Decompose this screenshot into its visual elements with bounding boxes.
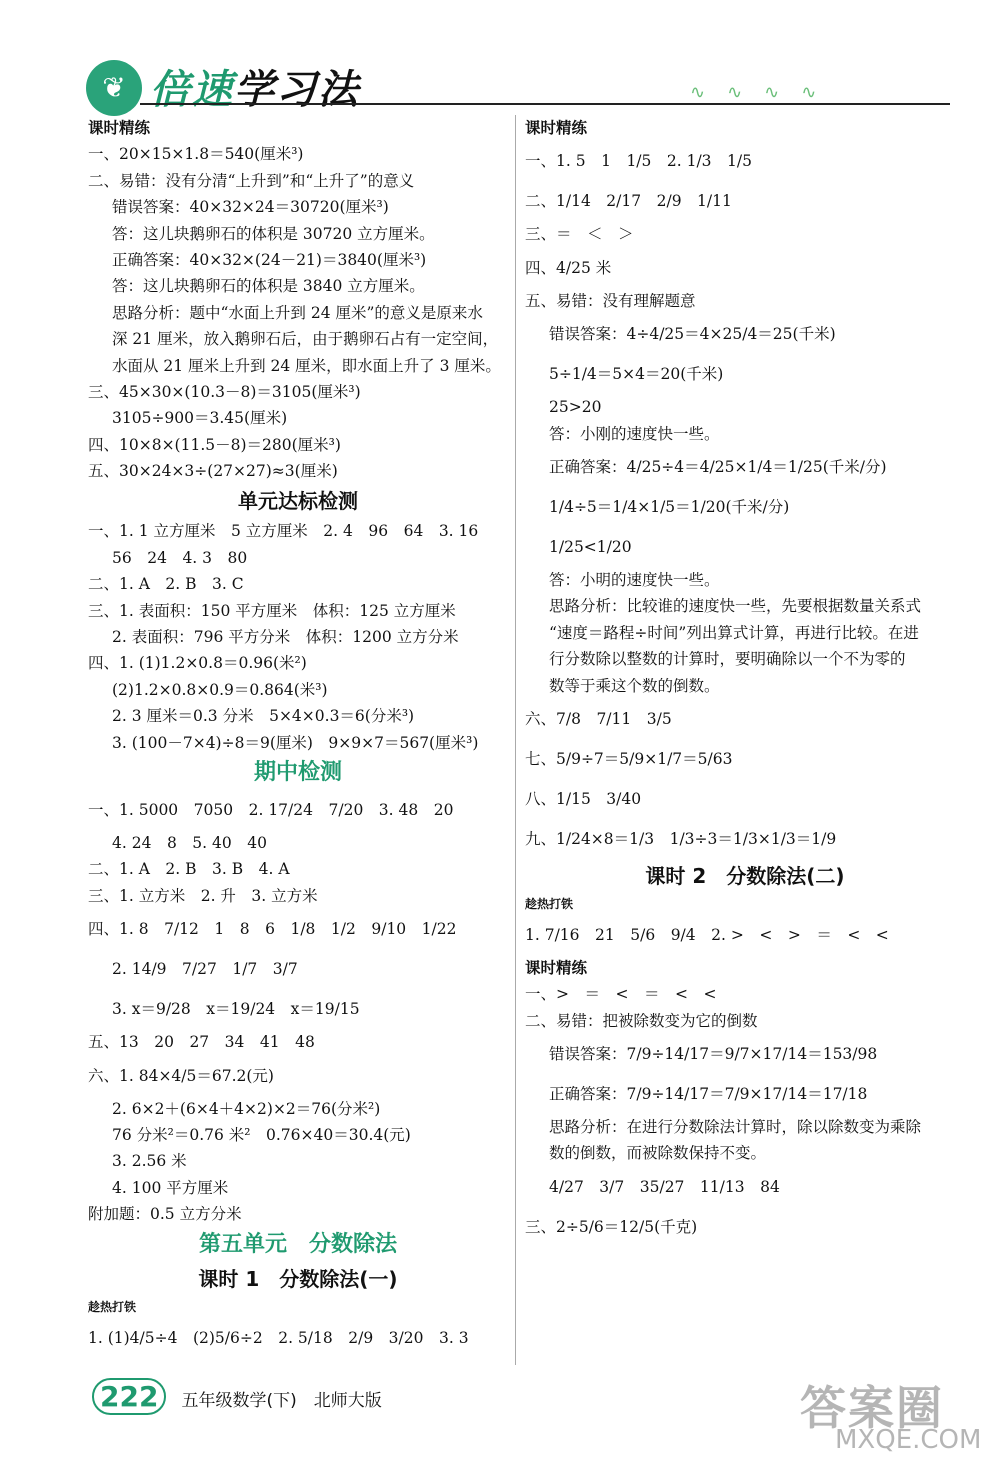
section-heading: 课时精练	[88, 119, 151, 137]
answer-line: 数等于乘这个数的倒数。	[549, 676, 720, 695]
section-title: 第五单元 分数除法	[198, 1231, 397, 1257]
answer-line: 三、1. 表面积：150 平方厘米 体积：125 立方厘米	[88, 601, 456, 620]
answer-line: 数的倒数，而被除数保持不变。	[549, 1144, 767, 1163]
section-title: 课时 2 分数除法(二)	[645, 863, 845, 888]
answer-line: 1/4÷5＝1/4×1/5＝1/20(千米/分)	[549, 497, 790, 516]
answer-line: 水面从 21 厘米上升到 24 厘米，即水面上升了 3 厘米。	[112, 356, 501, 375]
answer-line: 七、5/9÷7＝5/9×1/7＝5/63	[525, 749, 733, 768]
answer-line: 2. 14/9 7/27 1/7 3/7	[112, 960, 298, 979]
answer-line: 错误答案：7/9÷14/17＝9/7×17/14＝153/98	[549, 1045, 878, 1064]
answer-line: 一、20×15×1.8＝540(厘米³)	[88, 145, 304, 164]
answer-line: 错误答案：40×32×24＝30720(厘米³)	[112, 198, 389, 217]
answer-line: 五、30×24×3÷(27×27)≈3(厘米)	[88, 462, 338, 481]
answer-line: 八、1/15 3/40	[525, 789, 642, 808]
answer-line: 五、13 20 27 34 41 48	[88, 1033, 315, 1052]
section-title: 期中检测	[253, 759, 342, 785]
answer-line: 2. 表面积：796 平方分米 体积：1200 立方分米	[112, 628, 459, 647]
answer-line: 深 21 厘米，放入鹅卵石后，由于鹅卵石占有一定空间，	[112, 330, 499, 349]
answer-line: 2. 3 厘米＝0.3 分米 5×4×0.3＝6(分米³)	[112, 707, 415, 726]
answer-line: 答：这儿块鹅卵石的体积是 30720 立方厘米。	[112, 224, 435, 243]
answer-line: 答：这儿块鹅卵石的体积是 3840 立方厘米。	[112, 277, 425, 296]
book-leaf-icon: ❦	[86, 60, 142, 116]
subsection-label: 趁热打铁	[525, 896, 574, 911]
answer-line: 九、1/24×8＝1/3 1/3÷3＝1/3×1/3＝1/9	[525, 829, 837, 848]
answer-line: 答：小刚的速度快一些。	[549, 424, 720, 443]
column-divider	[515, 115, 516, 1365]
answer-line: 1. (1)4/5÷4 (2)5/6÷2 2. 5/18 2/9 3/20 3. 3	[88, 1328, 469, 1347]
answer-line: 3. (100－7×4)÷8＝9(厘米) 9×9×7＝567(厘米³)	[112, 733, 479, 752]
page-header	[0, 0, 1000, 115]
section-heading: 课时精练	[525, 119, 588, 137]
answer-line: 正确答案：40×32×(24－21)＝3840(厘米³)	[112, 250, 427, 269]
right-column	[525, 115, 965, 1247]
section-title: 单元达标检测	[238, 489, 358, 514]
subsection-label: 趁热打铁	[88, 1299, 137, 1314]
answer-line: 56 24 4. 3 80	[112, 548, 248, 567]
answer-line: 四、1. (1)1.2×0.8＝0.96(米²)	[88, 654, 307, 673]
answer-line: 答：小明的速度快一些。	[549, 570, 720, 589]
answer-line: 25>20	[549, 398, 602, 417]
header-rule	[140, 103, 950, 105]
answer-line: 1/25<1/20	[549, 537, 632, 556]
watermark-logo: 答案圈	[800, 1381, 944, 1435]
book-title: 五年级数学(下) 北师大版	[181, 1391, 382, 1411]
answer-line: 四、1. 8 7/12 1 8 6 1/8 1/2 9/10 1/22	[88, 920, 457, 939]
brand-part-1: 倍速	[150, 67, 234, 113]
answer-line: 正确答案：4/25÷4＝4/25×1/4＝1/25(千米/分)	[549, 457, 887, 476]
answer-line: 正确答案：7/9÷14/17＝7/9×17/14＝17/18	[549, 1085, 868, 1104]
answer-line: (2)1.2×0.8×0.9＝0.864(米³)	[112, 680, 328, 699]
answer-line: 3105÷900＝3.45(厘米)	[112, 409, 288, 428]
answer-line: 行分数除以整数的计算时，要明确除以一个不为零的	[549, 650, 906, 669]
section-heading: 课时精练	[525, 958, 588, 977]
answer-line: 二、易错：把被除数变为它的倒数	[525, 1011, 758, 1030]
answer-line: 3. x＝9/28 x＝19/24 x＝19/15	[112, 1000, 360, 1019]
watermark-url: MXQE.COM	[835, 1425, 982, 1455]
answer-line: 思路分析：比较谁的速度快一些，先要根据数量关系式	[549, 597, 922, 616]
brand-title	[150, 58, 360, 115]
answer-line: 4. 100 平方厘米	[112, 1178, 229, 1197]
answer-line: 四、4/25 米	[525, 258, 612, 277]
answer-line: 错误答案：4÷4/25＝4×25/4＝25(千米)	[549, 325, 836, 344]
section-title: 课时 1 分数除法(一)	[198, 1266, 398, 1291]
answer-line: 二、1/14 2/17 2/9 1/11	[525, 192, 732, 211]
page-number: 222	[92, 1378, 166, 1415]
answer-line: 三、1. 立方米 2. 升 3. 立方米	[88, 886, 318, 905]
answer-line: 六、1. 84×4/5＝67.2(元)	[88, 1066, 274, 1085]
answer-line: 一、1. 5 1 1/5 2. 1/3 1/5	[525, 152, 752, 171]
answer-line: 三、2÷5/6＝12/5(千克)	[525, 1217, 698, 1236]
answer-line: 一、1. 1 立方厘米 5 立方厘米 2. 4 96 64 3. 16	[88, 522, 479, 541]
answer-line: 一、1. 5000 7050 2. 17/24 7/20 3. 48 20	[88, 800, 454, 819]
answer-line: 4. 24 8 5. 40 40	[112, 833, 267, 852]
answer-line: 76 分米²＝0.76 米² 0.76×40＝30.4(元)	[112, 1125, 411, 1144]
brand-part-2: 学习法	[234, 67, 360, 113]
answer-line: 二、1. A 2. B 3. C	[88, 575, 244, 594]
answer-line: 1. 7/16 21 5/6 9/4 2. > < > ＝ < <	[525, 925, 889, 944]
answer-line: 3. 2.56 米	[112, 1152, 187, 1171]
answer-line: 5÷1/4＝5×4＝20(千米)	[549, 365, 724, 384]
answer-line: 二、易错：没有分清“上升到”和“上升了”的意义	[88, 171, 415, 190]
answer-line: 三、45×30×(10.3－8)＝3105(厘米³)	[88, 382, 361, 401]
answer-line: 一、> ＝ < ＝ < <	[525, 985, 717, 1004]
answer-line: 思路分析：在进行分数除法计算时，除以除数变为乘除	[549, 1118, 922, 1137]
left-column	[88, 115, 508, 1358]
answer-line: 六、7/8 7/11 3/5	[525, 709, 672, 728]
page-footer	[92, 1378, 382, 1415]
answer-line: 2. 6×2＋(6×4＋4×2)×2＝76(分米²)	[112, 1099, 381, 1118]
answer-line: 4/27 3/7 35/27 11/13 84	[549, 1177, 780, 1196]
answer-line: “速度＝路程÷时间”列出算式计算，再进行比较。在进	[549, 623, 919, 642]
answer-line: 四、10×8×(11.5－8)＝280(厘米³)	[88, 435, 341, 454]
swirl-decoration-icon: ∿∿∿∿	[690, 82, 839, 103]
answer-line: 思路分析：题中“水面上升到 24 厘米”的意义是原来水	[112, 303, 483, 322]
answer-line: 二、1. A 2. B 3. B 4. A	[88, 860, 290, 879]
answer-line: 附加题：0.5 立方分米	[88, 1205, 242, 1224]
answer-line: 三、＝ ＜ ＞	[525, 225, 634, 244]
answer-line: 五、易错：没有理解题意	[525, 291, 696, 310]
